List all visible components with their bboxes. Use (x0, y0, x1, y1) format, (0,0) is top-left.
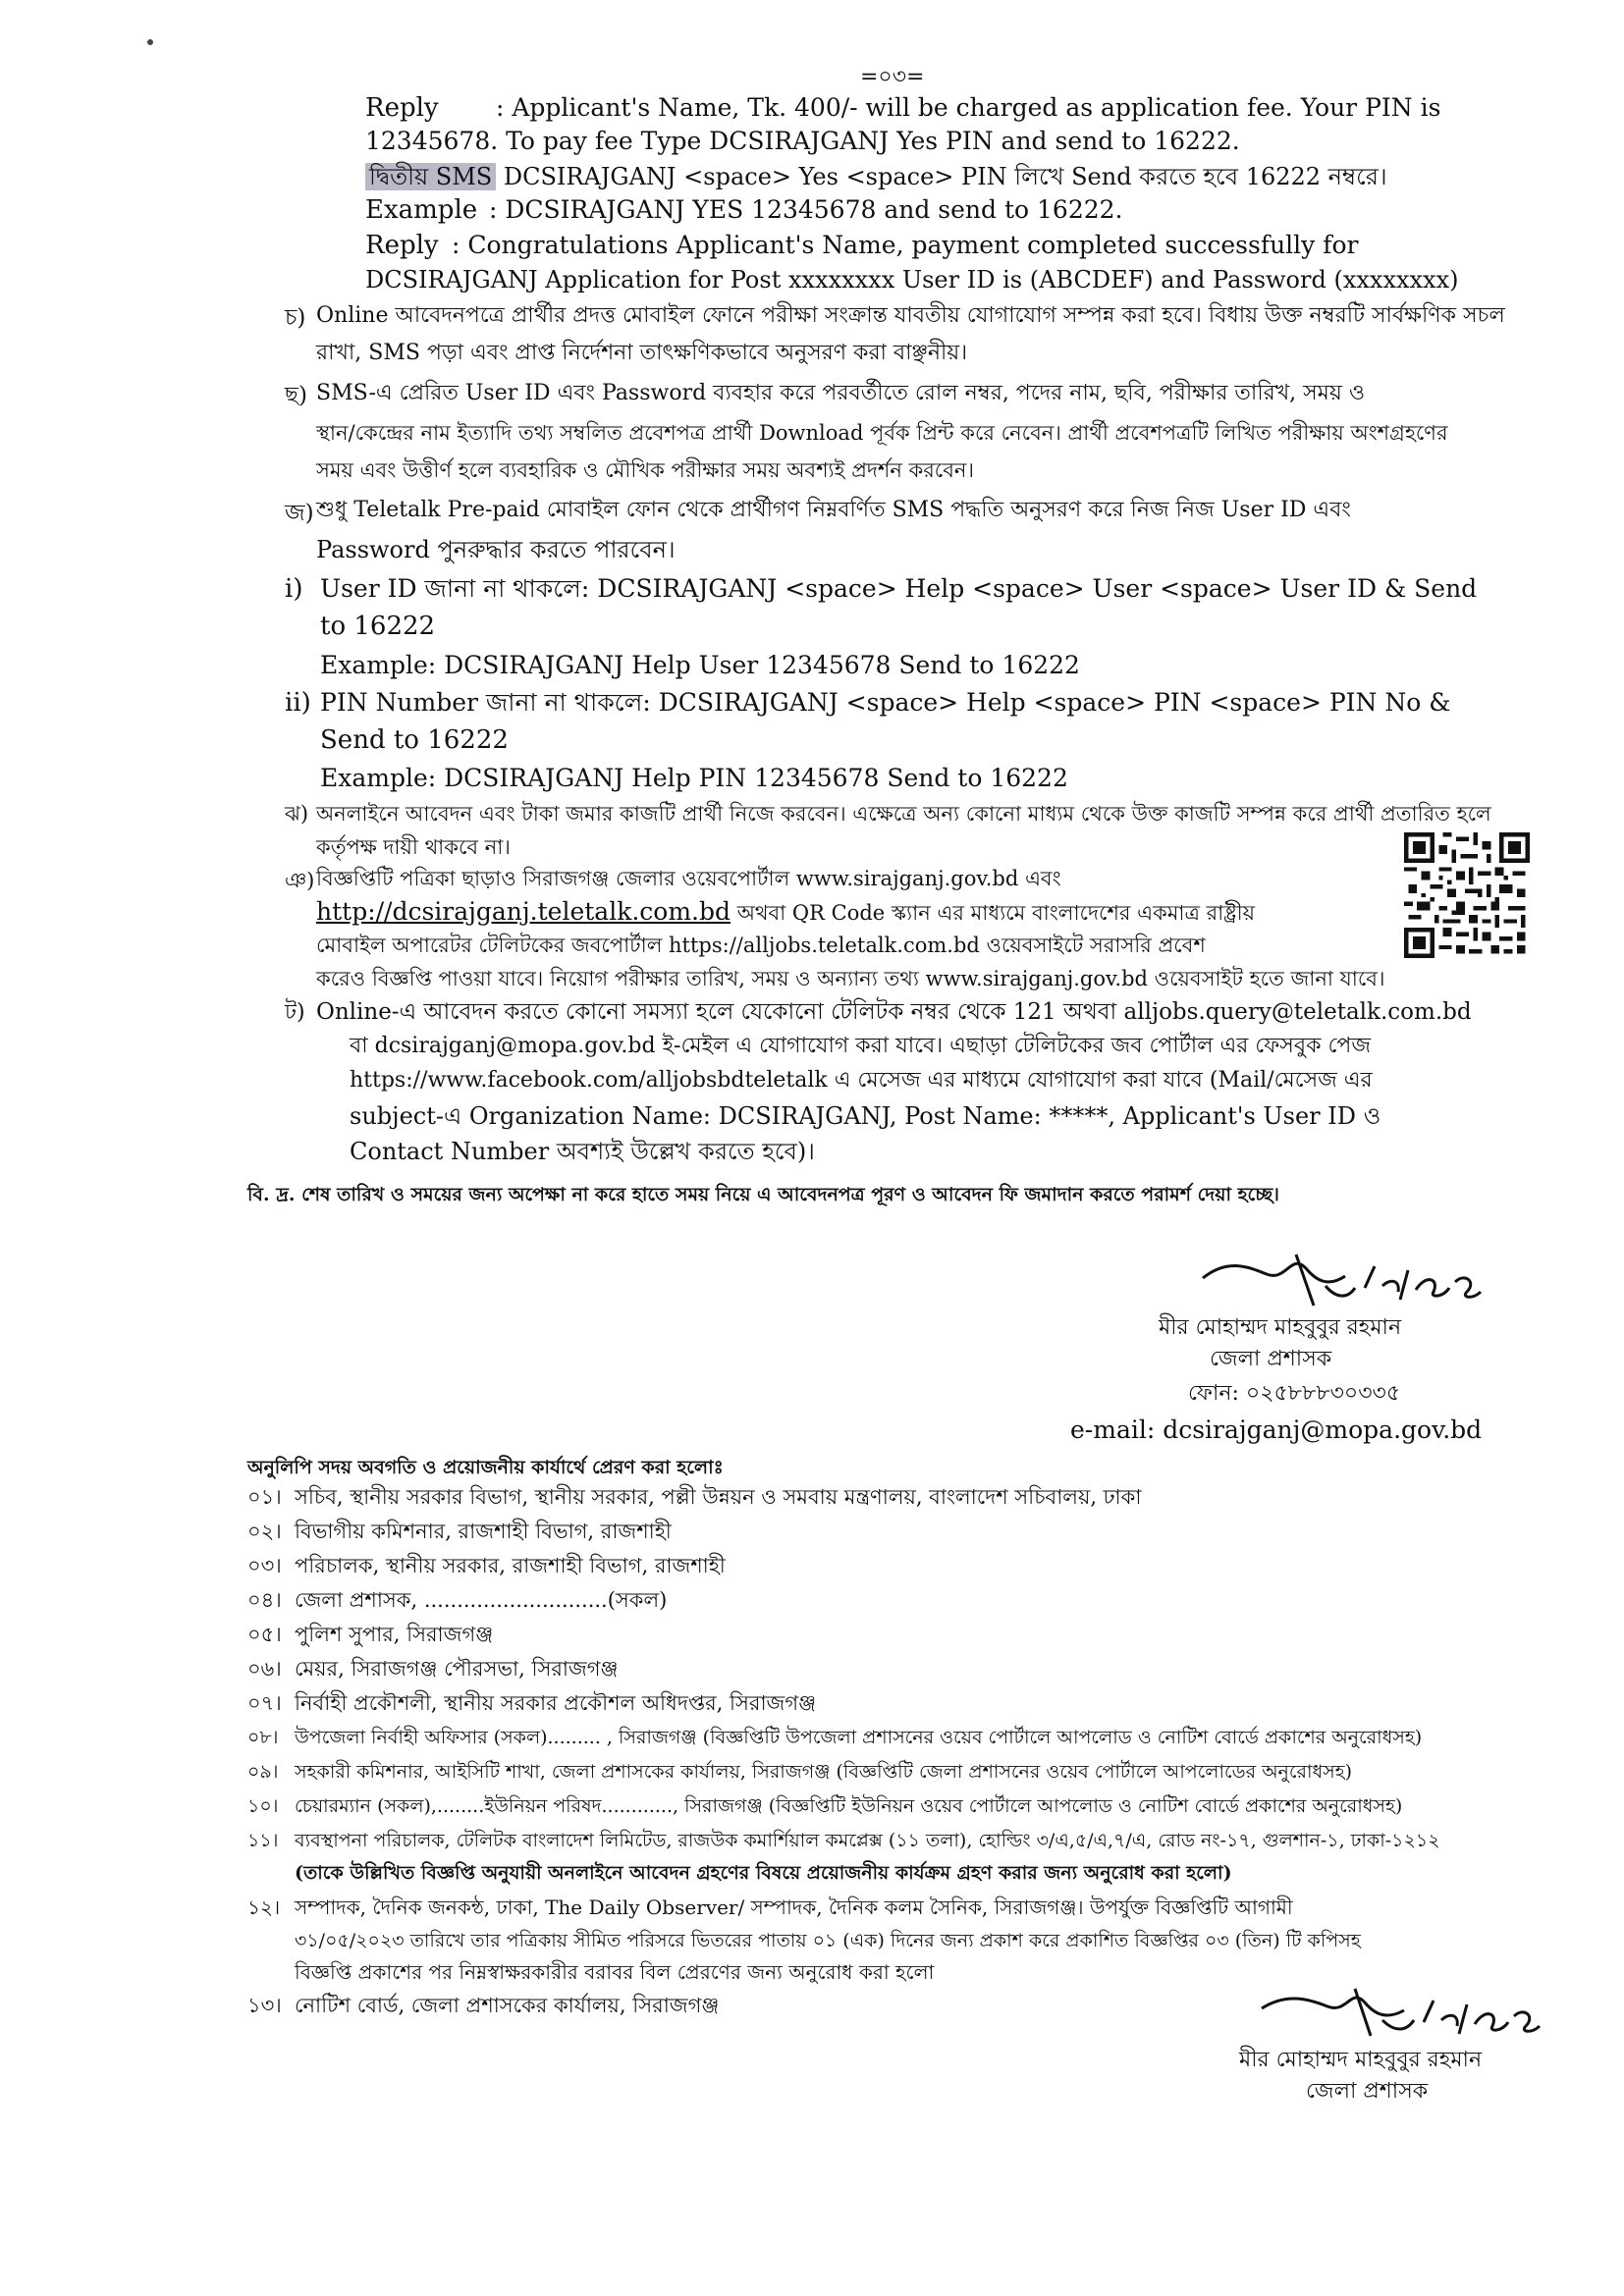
item-jha-marker: ঝ) (285, 802, 309, 826)
reply2-line2: DCSIRAJGANJ Application for Post xxxxxxxx User ID is (ABCDEF) and Password (xxxxxxxx) (365, 266, 1459, 294)
list-item-continuation: ৩১/০৫/২০২৩ তারিখে তার পত্রিকায় সীমিত পরিসরে ভিতরের পাতায় ০১ (এক) দিনের জন্য প্রকাশ করে প্রকাশিত বিজ্ঞপ্তির ০৩ (তিন) টি কপিসহ (295, 1930, 1361, 1951)
item-chha-line1: SMS-এ প্রেরিত User ID এবং Password ব্যবহার করে পরবর্তীতে রোল নম্বর, পদের নাম, ছবি, পরীক্ষার তারিখ, সময় ও (316, 381, 1366, 405)
item-chha-marker: ছ) (285, 383, 307, 408)
item-cha-line1: Online আবেদনপত্রে প্রার্থীর প্রদত্ত মোবাইল ফোনে পরীক্ষা সংক্রান্ত যাবতীয় যোগাযোগ সম্পন্ন করা হবে। বিধায় উক্ত নম্বরটি সার্বক্ষণিক সচল (316, 303, 1505, 328)
item-ja-line1: শুধু Teletalk Pre-paid মোবাইল ফোন থেকে প্রার্থীগণ নিম্নবর্ণিত SMS পদ্ধতি অনুসরণ করে নিজ নিজ User ID এবং (316, 498, 1351, 522)
item-i-line2: to 16222 (320, 612, 436, 641)
signatory-1-email: e-mail: dcsirajganj@mopa.gov.bd (1070, 1415, 1483, 1444)
list-item: ০৮। উপজেলা নির্বাহী অফিসার (সকল)......... , সিরাজগঞ্জ (বিজ্ঞপ্তিটি উপজেলা প্রশাসনের ওয়েব পোর্টালে আপলোড ও নোটিশ বোর্ডে প্রকাশের অনুরোধসহ) (247, 1727, 1423, 1748)
item-ii-line1: PIN Number জানা না থাকলে: DCSIRAJGANJ <space> Help <space> PIN <space> PIN No & (320, 688, 1451, 717)
list-item: ০৫। পুলিশ সুপার, সিরাজগঞ্জ (247, 1623, 494, 1646)
reply2-label: Reply (365, 231, 439, 260)
item-ii-marker: ii) (285, 688, 311, 718)
signatory-1-designation: জেলা প্রশাসক (1210, 1347, 1332, 1371)
list-item: ১১। ব্যবস্থাপনা পরিচালক, টেলিটক বাংলাদেশ লিমিটেড, রাজউক কমার্শিয়াল কমপ্লেক্স (১১ তলা), হোল্ডিং ৩/এ,৫/এ,৭/এ, রোড নং-১৭, গুলশান-১, ঢাকা-১২১২ (247, 1830, 1440, 1851)
scan-speck (146, 38, 154, 46)
signature-2 (1257, 1981, 1542, 2050)
item-nya-line3: মোবাইল অপারেটর টেলিটকের জবপোর্টাল https://alljobs.teletalk.com.bd ওয়েবসাইটে সরাসরি প্রবেশ (316, 934, 1206, 957)
item-ta-line4: subject-এ Organization Name: DCSIRAJGANJ, Post Name: *****, Applicant's User ID ও (350, 1102, 1381, 1130)
list-item: ১০। চেয়ারম্যান (সকল),........ইউনিয়ন পরিষদ............, সিরাজগঞ্জ (বিজ্ঞপ্তিটি ইউনিয়ন ওয়েব পোর্টালে আপলোড ও নোটিশ বোর্ডে প্রকাশের অনুরোধসহ) (247, 1795, 1403, 1817)
item-nya-marker: ঞ) (285, 869, 315, 892)
item-cha-line2: রাখা, SMS পড়া এবং প্রাপ্ত নির্দেশনা তাৎক্ষণিকভাবে অনুসরণ করা বাঞ্ছনীয়। (316, 341, 968, 365)
list-item: ০৭। নির্বাহী প্রকৌশলী, স্থানীয় সরকার প্রকৌশল অধিদপ্তর, সিরাজগঞ্জ (247, 1691, 817, 1715)
distribution-heading: অনুলিপি সদয় অবগতি ও প্রয়োজনীয় কার্যার্থে প্রেরণ করা হলোঃ (247, 1457, 724, 1478)
dcsirajganj-teletalk-link[interactable]: http://dcsirajganj.teletalk.com.bd (316, 897, 731, 926)
item-nya-line2 (316, 895, 1255, 930)
item-jha-line2: কর্তৃপক্ষ দায়ী থাকবে না। (316, 835, 511, 859)
reply1-label: Reply (365, 93, 439, 123)
item-chha-line2: স্থান/কেন্দ্রের নাম ইত্যাদি তথ্য সম্বলিত প্রবেশপত্র প্রার্থী Download পূর্বক প্রিন্ট করে নেবেন। প্রার্থী প্রবেশপত্রটি লিখিত পরীক্ষায় অংশগ্রহণের (316, 421, 1448, 445)
list-item-note: (তাকে উল্লিখিত বিজ্ঞপ্তি অনুযায়ী অনলাইনে আবেদন গ্রহণের বিষয়ে প্রয়োজনীয় কার্যক্রম গ্রহণ করার জন্য অনুরোধ করা হলো) (295, 1862, 1232, 1884)
reply1-line2: 12345678. To pay fee Type DCSIRAJGANJ Yes PIN and send to 16222. (365, 127, 1240, 155)
qr-code[interactable] (1404, 832, 1530, 958)
second-sms-highlight: দ্বিতীয় SMS (365, 163, 496, 190)
item-ta-line5: Contact Number অবশ্যই উল্লেখ করতে হবে)। (350, 1138, 815, 1165)
list-item: ০২। বিভাগীয় কমিশনার, রাজশাহী বিভাগ, রাজশাহী (247, 1520, 672, 1543)
reply2-line1: : Congratulations Applicant's Name, payment completed successfully for (452, 231, 1359, 259)
list-item: ০৪। জেলা প্রশাসক, ............................(সকল) (247, 1588, 668, 1612)
signatory-2-name: মীর মোহাম্মদ মাহবুবুর রহমান (1239, 2048, 1483, 2072)
item-ta-line3: https://www.facebook.com/alljobsbdteletalk এ মেসেজ এর মাধ্যমে যোগাযোগ করা যাবে (Mail/মেসেজ এর (350, 1068, 1373, 1093)
item-i-line3: Example: DCSIRAJGANJ Help User 12345678 Send to 16222 (320, 651, 1080, 679)
list-item: ০৯। সহকারী কমিশনার, আইসিটি শাখা, জেলা প্রশাসকের কার্যালয়, সিরাজগঞ্জ (বিজ্ঞপ্তিটি জেলা প্রশাসনের ওয়েব পোর্টালে আপলোডের অনুরোধসহ) (247, 1761, 1353, 1783)
item-nya-line1: বিজ্ঞপ্তিটি পত্রিকা ছাড়াও সিরাজগঞ্জ জেলার ওয়েবপোর্টাল www.sirajganj.gov.bd এবং (316, 867, 1061, 890)
reply1-line1: : Applicant's Name, Tk. 400/- will be charged as application fee. Your PIN is (496, 93, 1441, 122)
signatory-1-phone: ফোন: ০২৫৮৮৮৩০৩৩৫ (1188, 1381, 1401, 1406)
item-ta-line2: বা dcsirajganj@mopa.gov.bd ই-মেইল এ যোগাযোগ করা যাবে। এছাড়া টেলিটকের জব পোর্টাল এর ফেসবুক পেজ (350, 1034, 1372, 1058)
item-nya-line4: করেও বিজ্ঞপ্তি পাওয়া যাবে। নিয়োগ পরীক্ষার তারিখ, সময় ও অন্যান্য তথ্য www.sirajganj.gov.bd ওয়েবসাইট হতে জানা যাবে। (316, 967, 1385, 990)
example-text: : DCSIRAJGANJ YES 12345678 and send to 16222. (489, 195, 1123, 224)
list-item: ১৩। নোটিশ বোর্ড, জেলা প্রশাসকের কার্যালয়, সিরাজগঞ্জ (247, 1994, 720, 2017)
item-nya-line2-rest: অথবা QR Code স্ক্যান এর মাধ্যমে বাংলাদেশের একমাত্র রাষ্ট্রীয় (736, 901, 1256, 925)
item-ja-marker: জ) (285, 501, 314, 526)
item-ta-marker: ট) (285, 1000, 305, 1025)
item-jha-line1: অনলাইনে আবেদন এবং টাকা জমার কাজটি প্রার্থী নিজে করবেন। এক্ষেত্রে অন্য কোনো মাধ্যম থেকে উক্ত কাজটি সম্পন্ন করে প্রার্থী প্রতারিত হলে (316, 802, 1491, 826)
item-cha-marker: চ) (285, 305, 306, 331)
signatory-1-name: মীর মোহাম্মদ মাহবুবুর রহমান (1159, 1315, 1402, 1340)
signatory-2-designation: জেলা প্রশাসক (1306, 2079, 1429, 2104)
item-ja-line2: Password পুনরুদ্ধার করতে পারবেন। (316, 536, 676, 563)
list-item: ০৬। মেয়র, সিরাজগঞ্জ পৌরসভা, সিরাজগঞ্জ (247, 1657, 619, 1681)
second-sms-text: DCSIRAJGANJ <space> Yes <space> PIN লিখে Send করতে হবে 16222 নম্বরে। (503, 163, 1387, 190)
note: বি. দ্র. শেষ তারিখ ও সময়ের জন্য অপেক্ষা না করে হাতে সময় নিয়ে এ আবেদনপত্র পূরণ ও আবেদন ফি জমাদান করতে পরামর্শ দেয়া হচ্ছে। (247, 1184, 1279, 1205)
list-item-continuation: বিজ্ঞপ্তি প্রকাশের পর নিম্নস্বাক্ষরকারীর বরাবর বিল প্রেরণের জন্য অনুরোধ করা হলো (295, 1960, 935, 1984)
signature-1 (1198, 1249, 1483, 1317)
item-i-marker: i) (285, 574, 303, 604)
item-i-line1: User ID জানা না থাকলে: DCSIRAJGANJ <space> Help <space> User <space> User ID & Send (320, 574, 1478, 603)
item-ii-line3: Example: DCSIRAJGANJ Help PIN 12345678 Send to 16222 (320, 764, 1068, 792)
item-chha-line3: সময় এবং উত্তীর্ণ হলে ব্যবহারিক ও মৌখিক পরীক্ষার সময় অবশ্যই প্রদর্শন করবেন। (316, 458, 974, 482)
item-ta-line1: Online-এ আবেদন করতে কোনো সমস্যা হলে যেকোনো টেলিটক নম্বর থেকে 121 অথবা alljobs.query@teletalk.com.bd (316, 999, 1472, 1025)
example-label: Example (365, 195, 478, 225)
second-sms-line (365, 160, 1387, 193)
list-item: ১২। সম্পাদক, দৈনিক জনকন্ঠ, ঢাকা, The Daily Observer/ সম্পাদক, দৈনিক কলম সৈনিক, সিরাজগঞ্জ। উপর্যুক্ত বিজ্ঞপ্তিটি আগামী (247, 1896, 1293, 1919)
list-item: ০১। সচিব, স্থানীয় সরকার বিভাগ, স্থানীয় সরকার, পল্লী উন্নয়ন ও সমবায় মন্ত্রণালয়, বাংলাদেশ সচিবালয়, ঢাকা (247, 1485, 1142, 1509)
list-item: ০৩। পরিচালক, স্থানীয় সরকার, রাজশাহী বিভাগ, রাজশাহী (247, 1554, 726, 1577)
page-number: =০৩= (860, 65, 925, 89)
item-ii-line2: Send to 16222 (320, 725, 509, 755)
